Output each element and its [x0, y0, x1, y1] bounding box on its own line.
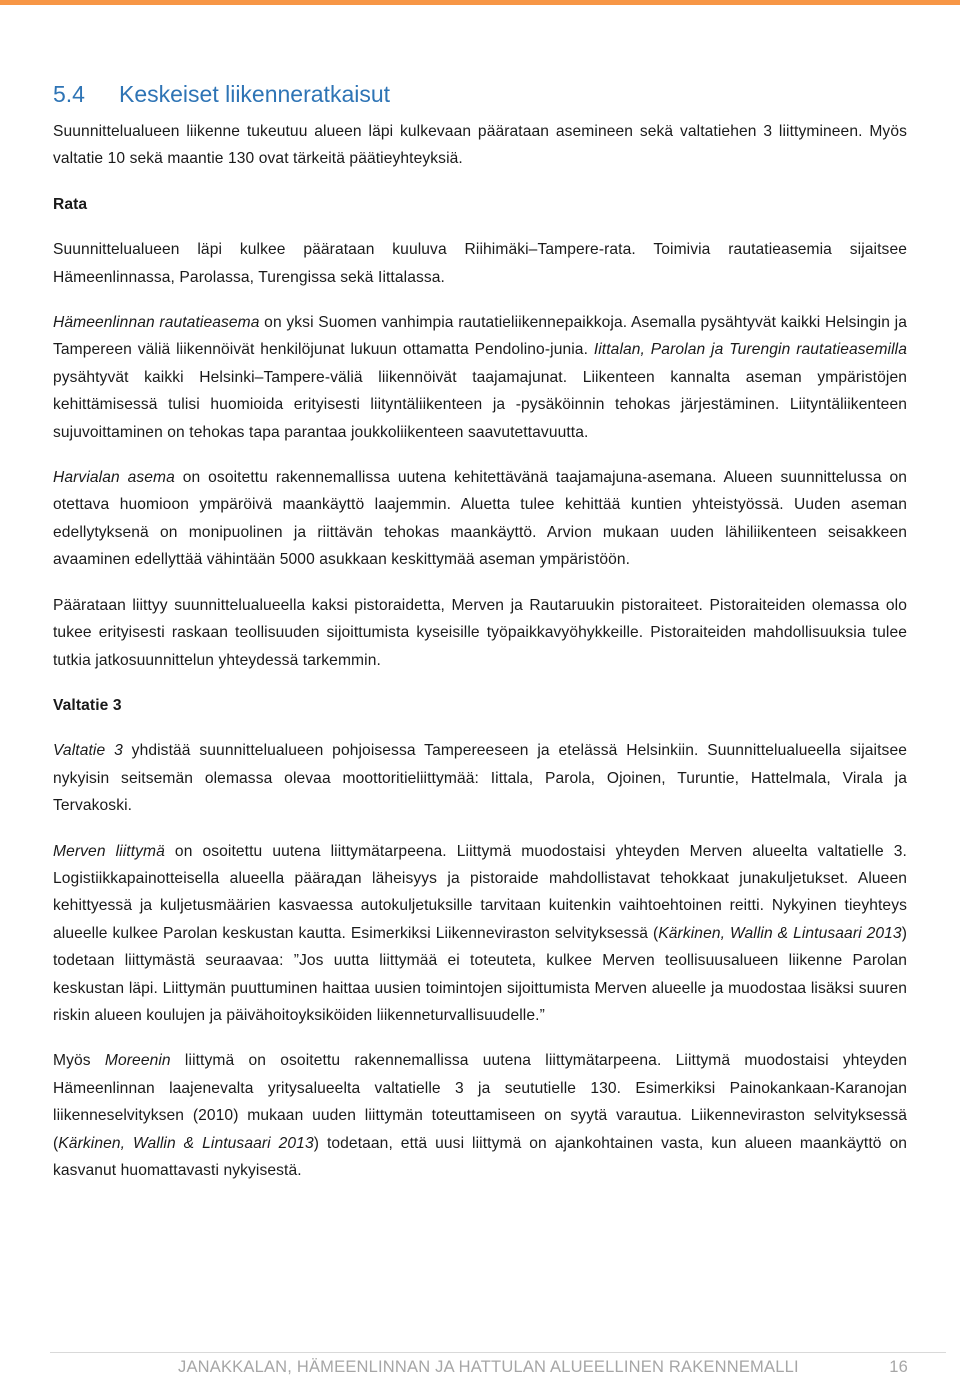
emphasis-hameenlinna-station: Hämeenlinnan rautatieasema	[53, 314, 260, 332]
text-run: on osoitettu uutena liittymätarpeena. Liittymä muodostaisi yhteyden Merven alueelta valtatielle 3. Logistiikkapainotteisella alueella päärадan läheisyys ja pistoraide mahdollistavat tehokkaat junakuljetukset. Alueen kehittyessä ja kuljetusmäärien kasvaessa autokuljetuksille tarvitaan kuitenkin vaihtoehtoinen reitti. Nykyinen tieyhteys alueelle kulkee Parolan keskustan kautta. Esimerkiksi Liikenneviraston selvityksessä (	[53, 842, 907, 942]
page-content	[53, 78, 907, 1184]
text-run: pysähtyvät kaikki Helsinki–Tampere-väliä liikennöivät taajamajunat. Liikenteen kannalta aseman ympäristöjen kehittämisessä tulisi huomioida erityisesti liityntäliikenteen ja -pysäköinnin tehokas järjestäminen. Liityntäliikenteen sujuvoittaminen on tehokas tapa parantaa joukkoliikenteen saavutettavuutta.	[53, 368, 907, 441]
paragraph-vt3-1	[53, 737, 907, 819]
subheading-rata: Rata	[53, 195, 88, 213]
text-run: liittymä on osoitettu rakennemallissa uutena liittymätarpeena. Liittymä muodostaisi yhteyden Hämeenlinnan laajenevalta yritysalueelta valtatielle 3 ja seututielle 130. Esimerkiksi Painokankaan-Karanojan liikenneselvityksen (2010) mukaan uuden liittymän toteuttamiseen on syytä varautua. Liikenneviraston selvityksessä (	[53, 1052, 907, 1152]
page-footer	[178, 1358, 908, 1380]
citation: Kärkinen, Wallin & Lintusaari 2013	[58, 1134, 314, 1152]
text-run: yhdistää suunnittelualueen pohjoisessa Tampereeseen ja etelässä Helsinkiin. Suunnittelualueella sijaitsee nykyisin seitsemän olemassa olevaa moottoritieliittymää: Iittala, Parola, Ojoinen, Turuntie, Hattelmala, Virala ja Tervakoski.	[53, 742, 907, 815]
text-run: on osoitettu rakennemallissa uutena kehitettävänä taajamajuna-asemana. Alueen suunnittelussa on otettava huomioon ympäröivä maankäyttö laajemmin. Aluetta tulee kehittää kuntien yhteistyössä. Uuden aseman edellytyksenä on monipuolinen ja riittävän tehokas maankäyttö. Arvion mukaan uuden lähiliikenteen seisakkeen avaaminen edellyttää vähintään 5000 asukkaan keskittymää aseman ympäristöön.	[53, 469, 907, 569]
top-accent-bar	[0, 0, 960, 5]
emphasis-moreeni: Moreenin	[104, 1052, 171, 1070]
emphasis-harviala-station: Harvialan asema	[53, 469, 175, 487]
emphasis-merven-liittyma: Merven liittymä	[53, 842, 165, 860]
emphasis-stations: Iittalan, Parolan ja Turengin rautatieasemilla	[593, 341, 907, 359]
subheading-valtatie-3: Valtatie 3	[53, 696, 122, 714]
footer-title: JANAKKALAN, HÄMEENLINNAN JA HATTULAN ALUEELLINEN RAKENNEMALLI	[178, 1358, 799, 1376]
paragraph-intro: Suunnittelualueen liikenne tukeutuu alueen läpi kulkevaan päärataan asemineen sekä valtatiehen 3 liittymineen. Myös valtatie 10 sekä maantie 130 ovat tärkeitä päätieyhteyksiä.	[53, 123, 907, 168]
section-number: 5.4	[53, 81, 85, 107]
text-run: ) todetaan liittymästä seuraavaa: ”Jos uutta liittymää ei toteuteta, kulkee Merven teollisuusalueen liikenne Parolan keskustan läpi. Liittymän puuttuminen haittaa uusien toimintojen sijoittumista Merven alueelle ja muodostaa lisäksi suuren riskin alueen koulujen ja päivähoitoyksiköiden liikenneturvallisuudelle.”	[53, 924, 907, 1024]
page-number: 16	[889, 1358, 908, 1376]
paragraph-rata-1: Suunnittelualueen läpi kulkee päärataan kuuluva Riihimäki–Tampere-rata. Toimivia rautatieasemia sijaitsee Hämeenlinnassa, Parolassa, Turengissa sekä Iittalassa.	[53, 241, 907, 286]
paragraph-vt3-3	[53, 1047, 907, 1184]
emphasis-valtatie-3: Valtatie 3	[53, 742, 123, 760]
paragraph-rata-4: Päärataan liittyy suunnittelualueella kaksi pistoraidetta, Merven ja Rautaruukin pistoraiteet. Pistoraiteiden olemassa olo tukee erityisesti raskaan teollisuuden sijoittumista kyseisille työpaikkavyöhykkeille. Pistoraiteiden mahdollisuuksia tulee tutkia jatkosuunnittelun yhteydessä tarkemmin.	[53, 596, 907, 669]
paragraph-rata-3	[53, 464, 907, 574]
paragraph-rata-2	[53, 309, 907, 446]
citation: Kärkinen, Wallin & Lintusaari 2013	[658, 924, 902, 942]
text-run: ) todetaan, että uusi liittymä on ajankohtainen vasta, kun alueen maankäyttö on kasvanut huomattavasti nykyisestä.	[53, 1134, 907, 1179]
section-title: Keskeiset liikenneratkaisut	[119, 81, 391, 107]
text-run: on yksi Suomen vanhimpia rautatieliikennepaikkoja. Asemalla pysähtyvät kaikki Helsingin ja Tampereen väliä liikennöivät henkilöjunat lukuun ottamatta Pendolino-junia.	[53, 314, 907, 359]
paragraph-vt3-2	[53, 838, 907, 1030]
text-run: Myös	[53, 1052, 105, 1070]
section-heading	[53, 78, 907, 110]
footer-rule	[50, 1352, 946, 1353]
